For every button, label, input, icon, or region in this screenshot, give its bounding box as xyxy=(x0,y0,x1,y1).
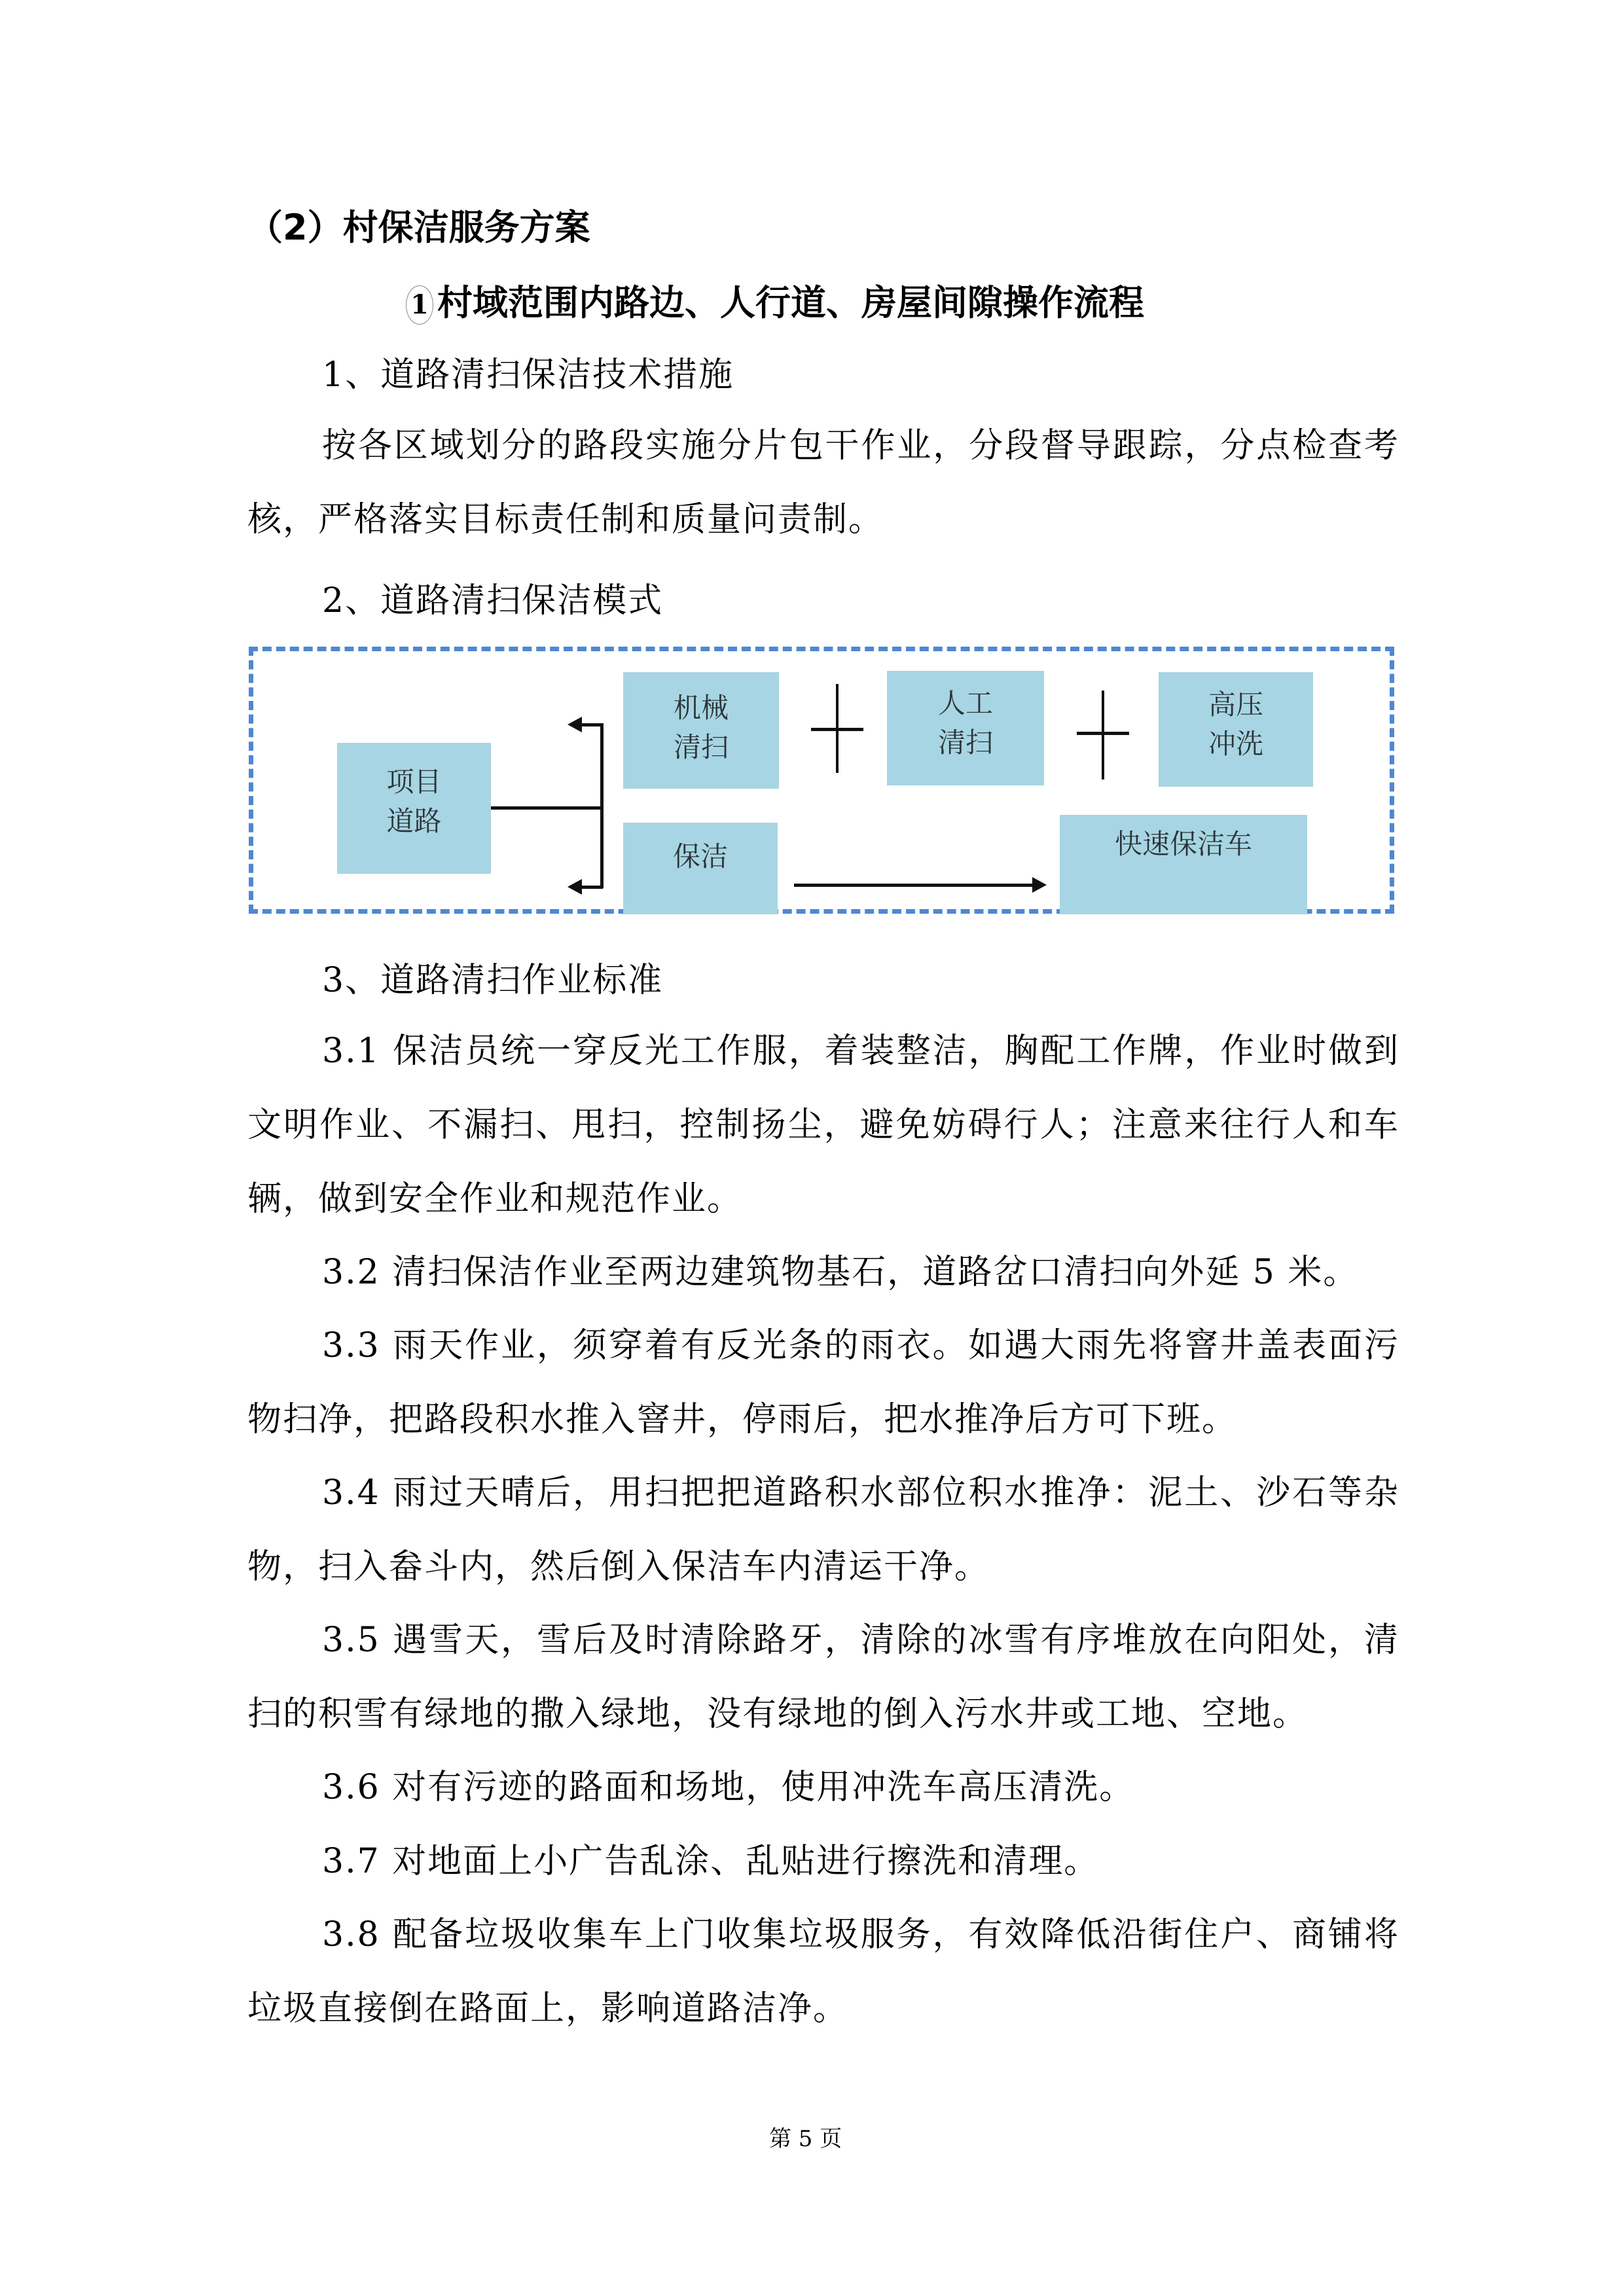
paragraph-1: 按各区域划分的路段实施分片包干作业，分段督导跟踪，分点检查考核，严格落实目标责任制和质量问责制。 xyxy=(247,426,1399,539)
page-number: 第 5 页 xyxy=(769,2126,842,2152)
node-manual-sweeping xyxy=(887,671,1044,785)
arrow-right-icon xyxy=(1032,877,1047,893)
plus-icon-vertical xyxy=(1102,691,1104,780)
section-title: （2）村保洁服务方案 xyxy=(247,207,590,248)
circled-number-icon: 1 xyxy=(406,285,433,325)
node-fast-cleaning-vehicle xyxy=(1060,815,1307,914)
standard-3-7: 3.7 对地面上小广告乱涂、乱贴进行擦洗和清理。 xyxy=(322,1842,1100,1881)
node-project-road-line1: 项目 xyxy=(386,766,442,798)
node-cleaning xyxy=(623,823,778,914)
node-manual-line1: 人工 xyxy=(937,687,993,719)
standard-3-3: 3.3 雨天作业，须穿着有反光条的雨衣。如遇大雨先将窨井盖表面污物扫净，把路段积水推入窨井，停雨后，把水推净后方可下班。 xyxy=(247,1326,1399,1439)
node-project-road xyxy=(337,743,491,874)
plus-icon-horizontal xyxy=(811,728,863,731)
heading-1: 1、道路清扫保洁技术措施 xyxy=(322,355,734,395)
arrow-left-icon xyxy=(568,717,582,732)
standard-3-4: 3.4 雨过天晴后，用扫把把道路积水部位积水推净：泥土、沙石等杂物，扫入畚斗内，然后倒入保洁车内清运干净。 xyxy=(247,1473,1399,1587)
bracket-top xyxy=(581,723,603,726)
arrow-left-icon xyxy=(568,879,582,895)
standard-3-8: 3.8 配备垃圾收集车上门收集垃圾服务，有效降低沿街住户、商铺将垃圾直接倒在路面上，影响道路洁净。 xyxy=(247,1915,1399,2028)
standard-3-5: 3.5 遇雪天，雪后及时清除路牙，清除的冰雪有序堆放在向阳处，清扫的积雪有绿地的撒入绿地，没有绿地的倒入污水井或工地、空地。 xyxy=(247,1621,1399,1734)
node-highpressure-line1: 高压 xyxy=(1208,689,1263,721)
bracket-line xyxy=(600,723,604,888)
node-manual-line2: 清扫 xyxy=(937,726,993,759)
node-fast-vehicle-line1: 快速保洁车 xyxy=(1114,828,1252,860)
node-highpressure-line2: 冲洗 xyxy=(1208,728,1263,760)
standard-3-6: 3.6 对有污迹的路面和场地，使用冲洗车高压清洗。 xyxy=(322,1768,1135,1807)
bracket-bottom xyxy=(581,886,603,889)
subsection-title-text: 村域范围内路边、人行道、房屋间隙操作流程 xyxy=(437,282,1144,323)
node-mechanical-line2: 清扫 xyxy=(673,731,729,763)
node-cleaning-line1: 保洁 xyxy=(672,840,728,872)
plus-icon-horizontal xyxy=(1077,732,1129,735)
subsection-title xyxy=(406,275,1144,325)
node-project-road-line2: 道路 xyxy=(386,805,442,837)
node-mechanical-line1: 机械 xyxy=(673,692,729,724)
heading-3: 3、道路清扫作业标准 xyxy=(322,961,664,1000)
node-mechanical-sweeping xyxy=(623,672,779,789)
heading-2: 2、道路清扫保洁模式 xyxy=(322,581,664,620)
arrow-line xyxy=(794,884,1036,887)
standard-3-1: 3.1 保洁员统一穿反光工作服，着装整洁，胸配工作牌，作业时做到文明作业、不漏扫、甩扫，控制扬尘，避免妨碍行人；注意来往行人和车辆，做到安全作业和规范作业。 xyxy=(247,1031,1399,1219)
node-high-pressure-washing xyxy=(1159,672,1313,787)
connector-line xyxy=(491,806,602,810)
cleaning-mode-diagram xyxy=(249,647,1394,914)
standard-3-2: 3.2 清扫保洁作业至两边建筑物基石，道路岔口清扫向外延 5 米。 xyxy=(322,1253,1359,1292)
